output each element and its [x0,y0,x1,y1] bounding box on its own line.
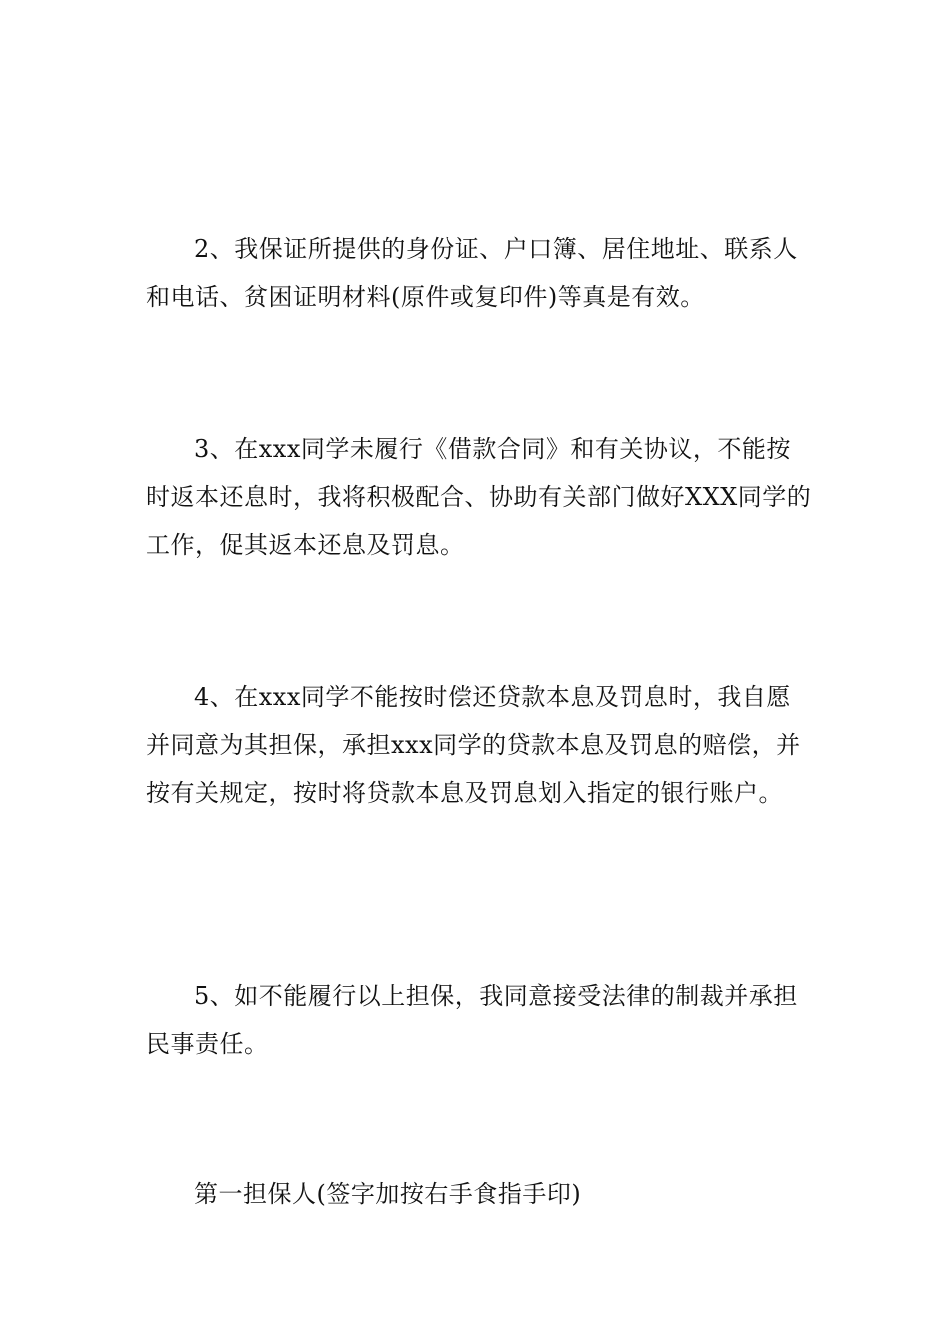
clause-4-paragraph: 4、在xxx同学不能按时偿还贷款本息及罚息时，我自愿并同意为其担保，承担xxx同学的贷款本息及罚息的赔偿，并按有关规定，按时将贷款本息及罚息划入指定的银行账户。 [146,683,801,807]
first-guarantor-signature-line: 第一担保人(签字加按右手食指手印) [194,1180,582,1208]
clause-3-paragraph: 3、在xxx同学未履行《借款合同》和有关协议，不能按时返本还息时，我将积极配合、协助有关部门做好XXX同学的工作，促其返本还息及罚息。 [146,435,812,559]
clause-5-paragraph: 5、如不能履行以上担保，我同意接受法律的制裁并承担民事责任。 [146,982,798,1058]
clause-2-paragraph: 2、我保证所提供的身份证、户口簿、居住地址、联系人和电话、贫困证明材料(原件或复印件)等真是有效。 [146,235,798,311]
